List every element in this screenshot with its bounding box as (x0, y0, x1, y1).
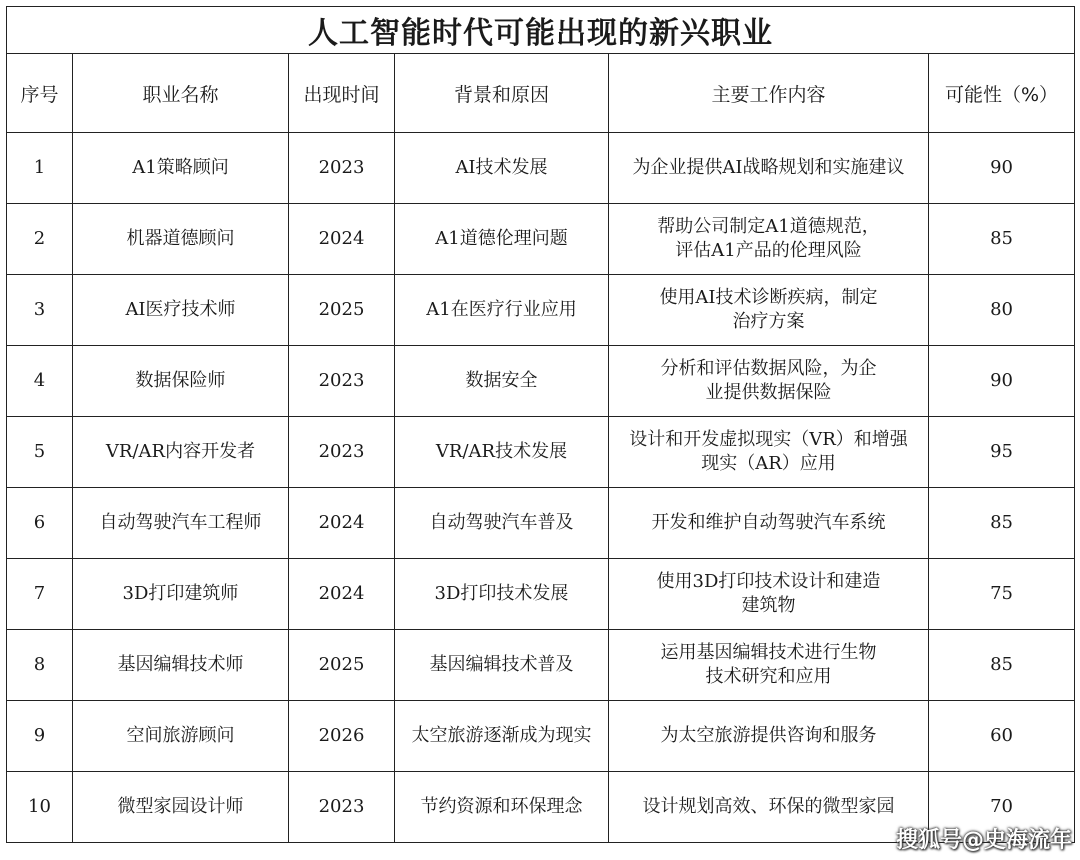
watermark: 搜狐号@史海流年 (895, 828, 1072, 853)
probability: 90 (929, 133, 1075, 204)
probability: 85 (929, 630, 1075, 701)
probability: 70 (929, 772, 1075, 843)
probability: 95 (929, 417, 1075, 488)
header-emerge-time: 出现时间 (289, 54, 395, 133)
job-name: A1策略顾问 (73, 133, 289, 204)
header-row (7, 54, 1075, 133)
row-index: 10 (7, 772, 73, 843)
background-reason: A1道德伦理问题 (395, 204, 609, 275)
row-index: 3 (7, 275, 73, 346)
table-row (7, 488, 1075, 559)
background-reason: 节约资源和环保理念 (395, 772, 609, 843)
main-work: 使用AI技术诊断疾病，制定 治疗方案 (609, 275, 929, 346)
main-work: 为太空旅游提供咨询和服务 (609, 701, 929, 772)
table-row (7, 559, 1075, 630)
probability: 85 (929, 204, 1075, 275)
row-index: 7 (7, 559, 73, 630)
row-index: 1 (7, 133, 73, 204)
table-row (7, 346, 1075, 417)
main-work: 开发和维护自动驾驶汽车系统 (609, 488, 929, 559)
emerge-year: 2024 (289, 559, 395, 630)
table-title: 人工智能时代可能出现的新兴职业 (7, 7, 1075, 54)
emerge-year: 2023 (289, 346, 395, 417)
header-probability: 可能性（%） (929, 54, 1075, 133)
job-name: AI医疗技术师 (73, 275, 289, 346)
row-index: 9 (7, 701, 73, 772)
job-name: 基因编辑技术师 (73, 630, 289, 701)
table-row (7, 630, 1075, 701)
background-reason: 太空旅游逐渐成为现实 (395, 701, 609, 772)
row-index: 8 (7, 630, 73, 701)
emerge-year: 2023 (289, 772, 395, 843)
table-row (7, 275, 1075, 346)
background-reason: 自动驾驶汽车普及 (395, 488, 609, 559)
background-reason: AI技术发展 (395, 133, 609, 204)
main-work: 为企业提供AI战略规划和实施建议 (609, 133, 929, 204)
main-work: 分析和评估数据风险，为企 业提供数据保险 (609, 346, 929, 417)
background-reason: 基因编辑技术普及 (395, 630, 609, 701)
header-background: 背景和原因 (395, 54, 609, 133)
emerge-year: 2023 (289, 133, 395, 204)
table-row (7, 701, 1075, 772)
emerge-year: 2025 (289, 630, 395, 701)
main-work: 设计规划高效、环保的微型家园 (609, 772, 929, 843)
row-index: 4 (7, 346, 73, 417)
header-job-name: 职业名称 (73, 54, 289, 133)
header-main-work: 主要工作内容 (609, 54, 929, 133)
probability: 75 (929, 559, 1075, 630)
row-index: 6 (7, 488, 73, 559)
background-reason: 数据安全 (395, 346, 609, 417)
title-row (7, 7, 1075, 54)
main-work: 设计和开发虚拟现实（VR）和增强 现实（AR）应用 (609, 417, 929, 488)
job-name: 3D打印建筑师 (73, 559, 289, 630)
emerge-year: 2026 (289, 701, 395, 772)
background-reason: A1在医疗行业应用 (395, 275, 609, 346)
main-work: 帮助公司制定A1道德规范， 评估A1产品的伦理风险 (609, 204, 929, 275)
header-index: 序号 (7, 54, 73, 133)
job-name: 微型家园设计师 (73, 772, 289, 843)
table-row (7, 133, 1075, 204)
job-name: 自动驾驶汽车工程师 (73, 488, 289, 559)
background-reason: VR/AR技术发展 (395, 417, 609, 488)
probability: 60 (929, 701, 1075, 772)
emerge-year: 2023 (289, 417, 395, 488)
main-work: 使用3D打印技术设计和建造 建筑物 (609, 559, 929, 630)
table-row (7, 417, 1075, 488)
jobs-table (6, 6, 1075, 843)
job-name: 空间旅游顾问 (73, 701, 289, 772)
table-row (7, 204, 1075, 275)
job-name: VR/AR内容开发者 (73, 417, 289, 488)
probability: 85 (929, 488, 1075, 559)
main-work: 运用基因编辑技术进行生物 技术研究和应用 (609, 630, 929, 701)
jobs-table-wrapper (6, 6, 1074, 843)
emerge-year: 2024 (289, 488, 395, 559)
job-name: 机器道德顾问 (73, 204, 289, 275)
job-name: 数据保险师 (73, 346, 289, 417)
background-reason: 3D打印技术发展 (395, 559, 609, 630)
row-index: 5 (7, 417, 73, 488)
emerge-year: 2025 (289, 275, 395, 346)
row-index: 2 (7, 204, 73, 275)
probability: 90 (929, 346, 1075, 417)
probability: 80 (929, 275, 1075, 346)
emerge-year: 2024 (289, 204, 395, 275)
